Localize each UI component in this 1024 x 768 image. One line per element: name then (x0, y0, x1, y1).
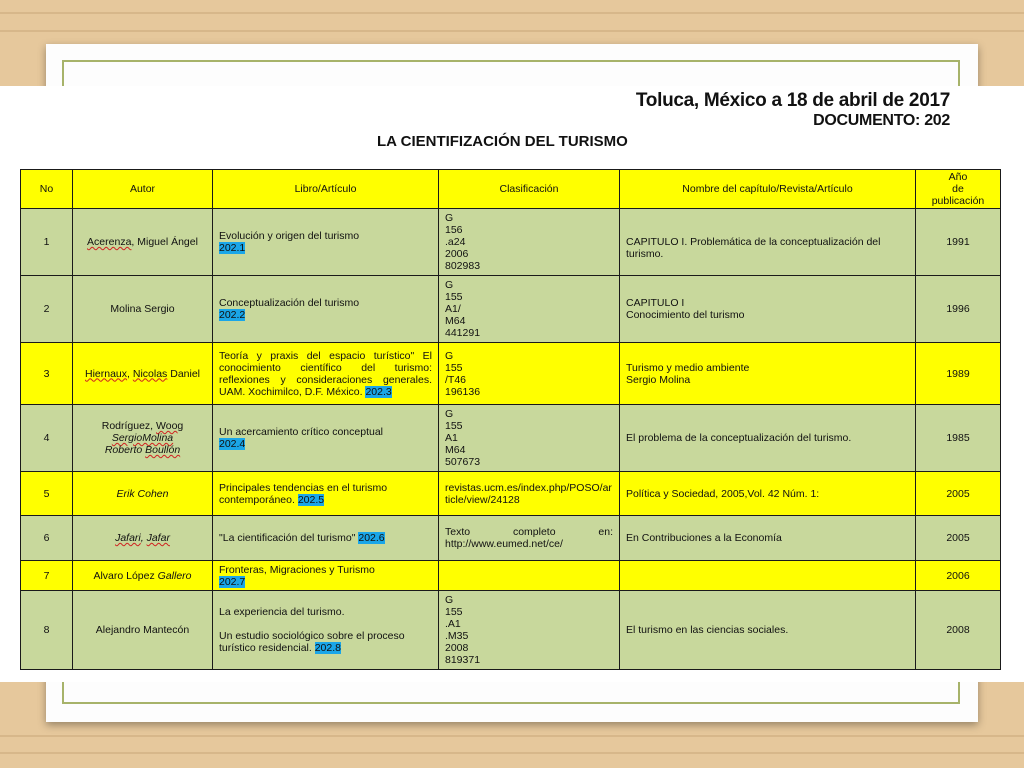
col-no: No (21, 170, 73, 209)
libro-text: La experiencia del turismo. Un estudio sociológico sobre el proceso turístico residencial. (219, 606, 405, 654)
cell-no: 1 (21, 209, 73, 276)
cell-anio: 1996 (916, 276, 1001, 343)
cell-autor: Alejandro Mantecón (73, 591, 213, 670)
code-highlight: 202.4 (219, 438, 246, 450)
cell-autor: Acerenza, Miguel Ángel (73, 209, 213, 276)
libro-text: Fronteras, Migraciones y Turismo (219, 563, 375, 576)
place-date: Toluca, México a 18 de abril de 2017 (635, 90, 950, 111)
author-surname: Jafari (115, 532, 141, 544)
cell-clasificacion: revistas.ucm.es/index.php/POSO/article/view/24128 (439, 472, 620, 516)
table-row (21, 591, 1001, 670)
document-title: LA CIENTIFIZACIÓN DEL TURISMO (377, 133, 628, 150)
cell-autor: Jafari, Jafar (73, 516, 213, 561)
author-name: Woog (156, 420, 184, 432)
cell-libro (213, 472, 439, 516)
bibliography-table (20, 169, 1001, 670)
author-surname: Acerenza (87, 236, 132, 248)
author-name: Roberto Boullón (104, 444, 181, 456)
cell-libro (213, 276, 439, 343)
libro-text: Evolución y origen del turismo (219, 230, 360, 242)
code-highlight: 202.3 (365, 385, 392, 398)
code-highlight: 202.7 (219, 575, 246, 588)
cell-no: 7 (21, 561, 73, 591)
document-image (0, 86, 1024, 682)
col-anio: Año de publicación (916, 170, 1001, 209)
cell-libro (213, 516, 439, 561)
author-name: Nicolas (132, 367, 168, 380)
libro-text: Conceptualización del turismo (219, 297, 360, 309)
cell-anio: 2008 (916, 591, 1001, 670)
cell-libro (213, 405, 439, 472)
author-name: Jafar (146, 532, 170, 544)
document-number: DOCUMENTO: 202 (813, 112, 950, 129)
code-highlight: 202.1 (219, 242, 246, 254)
col-autor: Autor (73, 170, 213, 209)
cell-clasificacion: G 155 A1 M64 507673 (439, 405, 620, 472)
cell-autor: Molina Sergio (73, 276, 213, 343)
cell-nombre: Política y Sociedad, 2005,Vol. 42 Núm. 1: (620, 472, 916, 516)
cell-clasificacion: G 155 /T46 196136 (439, 343, 620, 405)
code-highlight: 202.8 (314, 642, 341, 654)
cell-nombre: El turismo en las ciencias sociales. (620, 591, 916, 670)
cell-autor: Alvaro López Gallero (73, 561, 213, 591)
cell-autor: Erik Cohen (73, 472, 213, 516)
cell-no: 3 (21, 343, 73, 405)
table-row (21, 405, 1001, 472)
author-surname: Hiernaux (85, 367, 128, 380)
cell-nombre: El problema de la conceptualización del turismo. (620, 405, 916, 472)
cell-no: 5 (21, 472, 73, 516)
cell-libro (213, 561, 439, 591)
cell-clasificacion: G 155 A1/ M64 441291 (439, 276, 620, 343)
col-libro: Libro/Artículo (213, 170, 439, 209)
libro-text: Teoría y praxis del espacio turístico" El conocimiento científico del turismo: reflexiones y consideraciones generales. UAM. Xochimilco, D.F. México. (219, 349, 432, 398)
cell-nombre: En Contribuciones a la Economía (620, 516, 916, 561)
cell-autor: Hiernaux, Nicolas Daniel (73, 343, 213, 405)
cell-autor: Rodríguez, Woog SergioMolina Roberto Boullón (73, 405, 213, 472)
cell-clasificacion: G 155 .A1 .M35 2008 819371 (439, 591, 620, 670)
cell-nombre: CAPITULO I. Problemática de la conceptualización del turismo. (620, 209, 916, 276)
table-row (21, 276, 1001, 343)
table-row (21, 516, 1001, 561)
table-row (21, 561, 1001, 591)
col-nombre: Nombre del capítulo/Revista/Artículo (620, 170, 916, 209)
cell-anio: 1989 (916, 343, 1001, 405)
table-row (21, 209, 1001, 276)
libro-text: Un acercamiento crítico conceptual (219, 426, 383, 438)
cell-clasificacion (439, 561, 620, 591)
cell-nombre (620, 561, 916, 591)
author-name: SergioMolina (111, 432, 174, 444)
code-highlight: 202.2 (219, 309, 246, 321)
cell-libro (213, 209, 439, 276)
cell-anio: 1991 (916, 209, 1001, 276)
code-highlight: 202.5 (297, 493, 325, 506)
cell-anio: 2006 (916, 561, 1001, 591)
table-row (21, 472, 1001, 516)
libro-text: "La cientificación del turismo" (219, 532, 356, 544)
cell-libro (213, 591, 439, 670)
cell-no: 6 (21, 516, 73, 561)
code-highlight: 202.6 (358, 532, 385, 544)
cell-clasificacion: G 156 .a24 2006 802983 (439, 209, 620, 276)
cell-no: 2 (21, 276, 73, 343)
cell-clasificacion: Texto completo en: http://www.eumed.net/ce/ (439, 516, 620, 561)
cell-libro (213, 343, 439, 405)
header-row (21, 170, 1001, 209)
cell-anio: 2005 (916, 516, 1001, 561)
cell-no: 4 (21, 405, 73, 472)
cell-anio: 1985 (916, 405, 1001, 472)
cell-no: 8 (21, 591, 73, 670)
table-row (21, 343, 1001, 405)
libro-text: Principales tendencias en el turismo contemporáneo. (219, 481, 388, 506)
cell-nombre: Turismo y medio ambiente Sergio Molina (620, 343, 916, 405)
cell-anio: 2005 (916, 472, 1001, 516)
col-clasificacion: Clasificación (439, 170, 620, 209)
cell-nombre: CAPITULO I Conocimiento del turismo (620, 276, 916, 343)
